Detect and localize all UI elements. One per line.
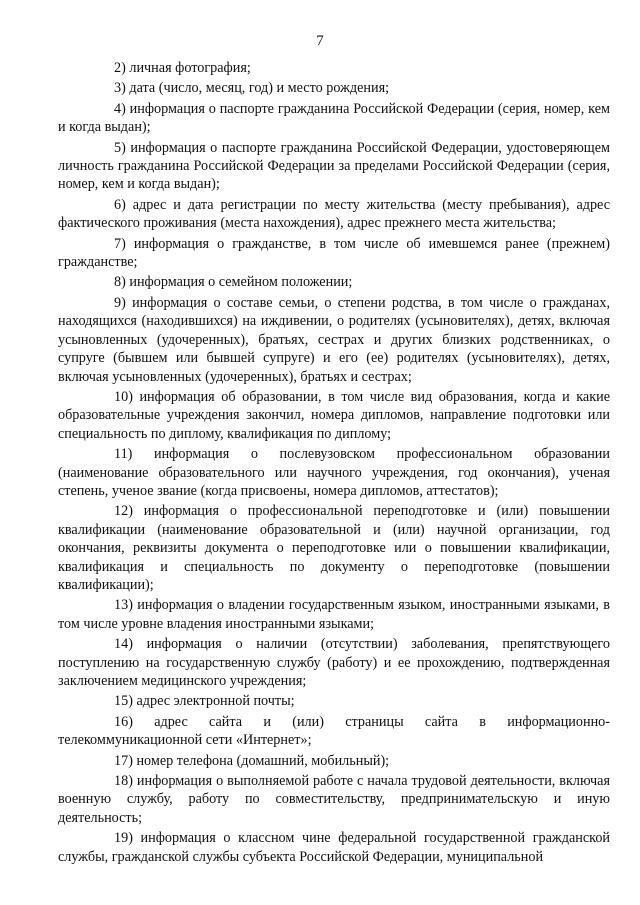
list-item: 13) информация о владении государственным языком, иностранными языками, в том числе уровне владения иностранными языками; (58, 597, 610, 632)
list-item: 5) информация о паспорте гражданина Российской Федерации, удостоверяющем личность гражданина Российской Федерации за пределами Российской Федерации (серия, номер, кем и когда выдан); (58, 139, 610, 193)
list-item: 2) личная фотография; (114, 60, 251, 76)
list-item: 8) информация о семейном положении; (114, 274, 353, 291)
list-item: 11) информация о послевузовском профессиональном образовании (наименование образовательного или научного учреждения, год окончания), ученая степень, ученое звание (когда присвоены, номера дипломов, аттестатов); (58, 446, 610, 499)
list-item: 15) адрес электронной почты; (114, 693, 295, 710)
list-item: 4) информация о паспорте гражданина Российской Федерации (серия, номер, кем и когда выдан); (58, 100, 610, 136)
list-item: 19) информация о классном чине федеральной государственной гражданской службы, гражданской службы субъекта Российской Федерации, муниципальной (58, 830, 610, 865)
list-item: 6) адрес и дата регистрации по месту жительства (месту пребывания), адрес фактического проживания (места нахождения), адрес прежнего места жительства; (58, 196, 610, 232)
list-item: 12) информация о профессиональной переподготовке и (или) повышении квалификации (наименование образовательной и (или) научной организации, год окончания, реквизиты документа о переподготовке или о повышении квалификации, квалификация и специальность по документу о переподготовке (повышении квалификации); (58, 503, 610, 593)
list-item: 16) адрес сайта и (или) страницы сайта в информационно-телекоммуникационной сети «Интернет»; (58, 713, 610, 749)
list-item: 3) дата (число, месяц, год) и место рождения; (114, 80, 390, 97)
list-item: 17) номер телефона (домашний, мобильный); (114, 752, 390, 769)
list-item: 14) информация о наличии (отсутствии) заболевания, препятствующего поступлению на государственную службу (работу) и ее прохождению, подтвержденная заключением медицинского учреждения; (58, 636, 610, 689)
list-item: 10) информация об образовании, в том числе вид образования, когда и какие образовательные учреждения закончил, номера дипломов, направление подготовки или специальность по диплому, квалификация по диплому; (58, 388, 610, 442)
list-item: 7) информация о гражданстве, в том числе об имевшемся ранее (прежнем) гражданстве; (58, 235, 610, 271)
page-number: 7 (316, 33, 324, 49)
list-item: 18) информация о выполняемой работе с начала трудовой деятельности, включая военную службу, работу по совместительству, предпринимательскую и иную деятельность; (58, 773, 610, 826)
list-item: 9) информация о составе семьи, о степени родства, в том числе о гражданах, находящихся (находившихся) на иждивении, о родителях (усыновителях), детях, включая усыновленных (удочеренных), братьях, сестрах и других близких родственниках, о супруге (бывшем или бывшей супруге) и его (ее) родителях (усыновителях), детях, включая усыновленных (удочеренных), братьях и сестрах; (58, 294, 610, 385)
document-body (58, 59, 610, 868)
